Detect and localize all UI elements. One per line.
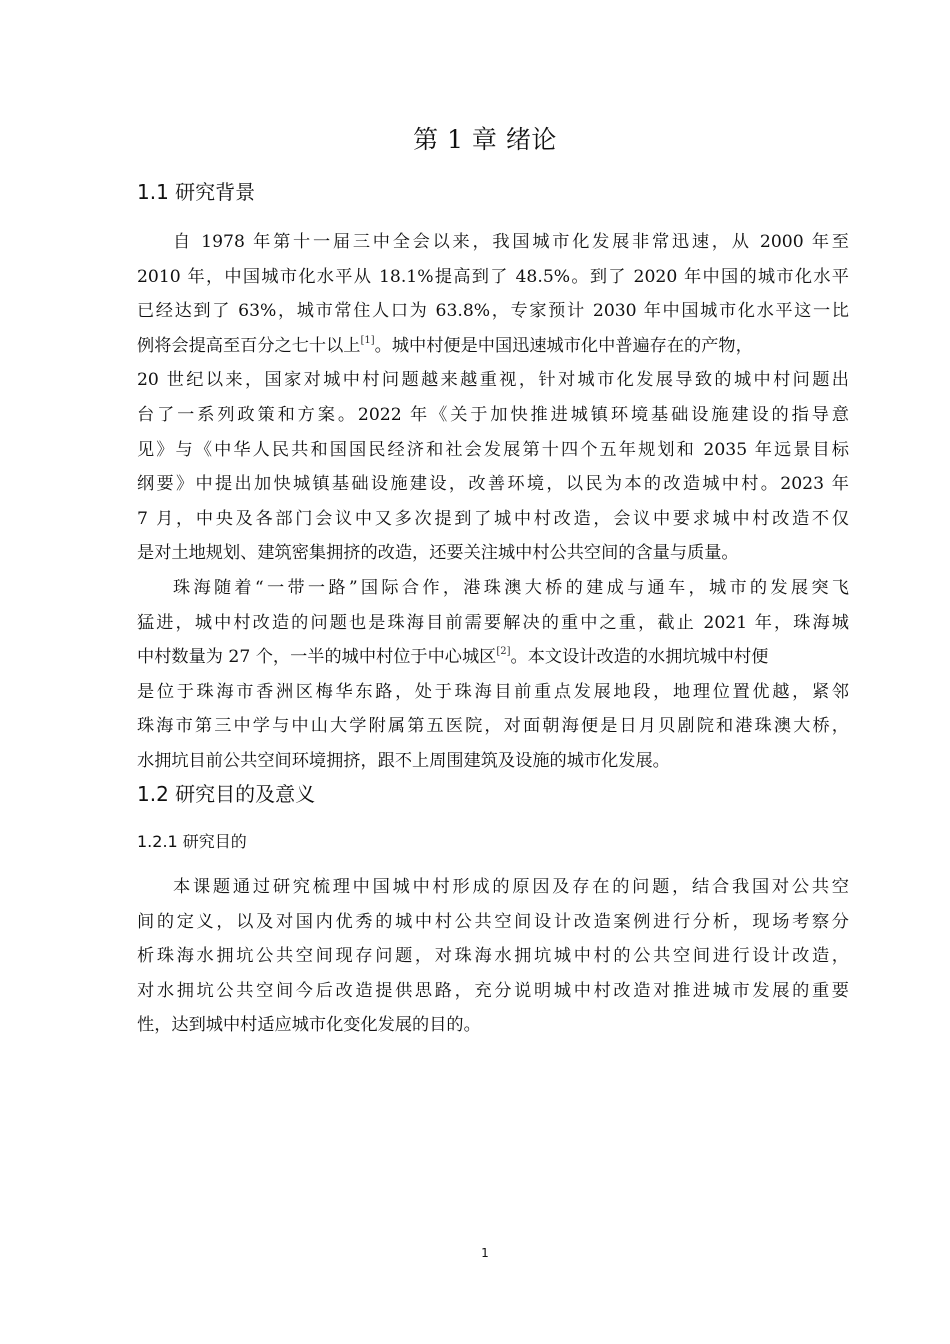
paragraph-line: 台了一系列政策和方案。2022 年《关于加快推进城镇环境基础设施建设的指导意 [137,404,849,425]
paragraph-line: 珠海市第三中学与中山大学附属第五医院，对面朝海便是日月贝剧院和港珠澳大桥， [137,716,849,737]
citation-marker[interactable]: [1] [360,334,375,346]
paragraph-text: 。城中村便是中国迅速城市化中普遍存在的产物， [374,335,753,356]
paragraph-background-1 [137,225,849,571]
paragraph-line: 见》与《中华人民共和国国民经济和社会发展第十四个五年规划和 2035 年远景目标 [137,439,849,460]
paragraph-line: 本课题通过研究梳理中国城中村形成的原因及存在的问题，结合我国对公共空 [173,877,849,897]
paragraph-text: 例将会提高至百分之七十以上 [137,335,361,356]
paragraph-line: 间的定义，以及对国内优秀的城中村公共空间设计改造案例进行分析，现场考察分 [137,911,849,932]
paragraph-line: 猛进，城中村改造的问题也是珠海目前需要解决的重中之重，截止 2021 年，珠海城 [137,612,849,633]
paragraph-line: 自 1978 年第十一届三中全会以来，我国城市化发展非常迅速，从 2000 年至 [173,232,849,252]
paragraph-line: 水拥坑目前公共空间环境拥挤，跟不上周围建筑及设施的城市化发展。 [137,750,670,771]
section-heading-1-2: 1.2 研究目的及意义 [137,782,316,806]
citation-marker[interactable]: [2] [496,646,511,658]
paragraph-line: 已经达到了 63%，城市常住人口为 63.8%，专家预计 2030 年中国城市化水平这一比 [137,301,849,322]
paragraph-text: 。本文设计改造的水拥坑城中村便 [510,647,769,668]
paragraph-line: 析珠海水拥坑公共空间现存问题，对珠海水拥坑城中村的公共空间进行设计改造， [137,946,849,967]
paragraph-line: 20 世纪以来，国家对城中村问题越来越重视，针对城市化发展导致的城中村问题出 [137,370,849,391]
paragraph-line: 是位于珠海市香洲区梅华东路，处于珠海目前重点发展地段，地理位置优越，紧邻 [137,681,849,702]
paragraph-background-2 [137,571,849,779]
paragraph-line: 是对土地规划、建筑密集拥挤的改造，还要关注城中村公共空间的含量与质量。 [137,543,739,564]
paragraph-purpose [137,870,849,1043]
paragraph-line: 2010 年，中国城市化水平从 18.1%提高到了 48.5%。到了 2020 年中国的城市化水平 [137,266,849,287]
paragraph-text: 中村数量为 27 个，一半的城中村位于中心城区 [137,647,497,668]
paragraph-line-with-citation [137,329,849,364]
paragraph-line-with-citation [137,640,849,675]
paragraph-line: 7 月，中央及各部门会议中又多次提到了城中村改造，会议中要求城中村改造不仅 [137,508,849,529]
page-number: 1 [481,1246,489,1260]
paragraph-line: 珠海随着“一带一路”国际合作，港珠澳大桥的建成与通车，城市的发展突飞 [173,578,849,598]
paragraph-line: 纲要》中提出加快城镇基础设施建设，改善环境，以民为本的改造城中村。2023 年 [137,474,849,495]
paragraph-line: 性，达到城中村适应城市化变化发展的目的。 [137,1015,481,1036]
chapter-title: 第 1 章 绪论 [413,125,557,154]
paragraph-line: 对水拥坑公共空间今后改造提供思路，充分说明城中村改造对推进城市发展的重要 [137,980,849,1001]
section-heading-1-1: 1.1 研究背景 [137,180,256,204]
subsection-heading-1-2-1: 1.2.1 研究目的 [137,832,247,851]
